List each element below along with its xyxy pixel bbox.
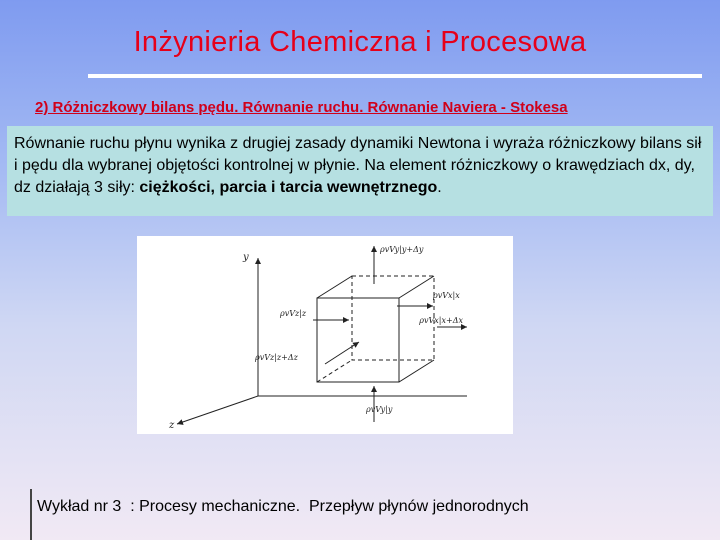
axis-z-label: z [169,420,175,431]
slide-subtitle: 2) Różniczkowy bilans pędu. Równanie ruchu. Równanie Naviera - Stokesa [35,99,568,116]
cube-front-face [317,298,399,382]
label-left-bottom: ρvVz|z+Δz [255,353,298,362]
axis-y-label: y [243,252,249,263]
slide-title: Inżynieria Chemiczna i Procesowa [133,26,587,58]
axis-z-line [177,396,258,424]
label-right: ρvVx|x+Δx [419,316,463,325]
title-divider [88,74,702,78]
label-left: ρvVz|z [280,309,307,318]
body-text-part-1: Równanie ruchu płynu wynika z drugiej zasady dynamiki Newtona i wyraża różniczkowy bilans sił i pędu dla wybranej objętości kontrolnej w płynie. Na element różniczkowy o krawędziach dx, dy, dz działają 3 siły: [14,135,702,196]
footer-divider [30,489,32,540]
body-text-bold: ciężkości, parcia i tarcia wewnętrznego [139,179,438,196]
label-bottom: ρvVy|y [366,405,393,414]
body-text-box [7,126,713,216]
label-top: ρvVy|y+Δy [380,245,424,254]
label-right-top: ρvVx|x [433,291,460,300]
body-text-part-2: . [437,179,442,196]
arrow-diagonal [325,342,359,364]
footer-text: Wykład nr 3 : Procesy mechaniczne. Przepływ płynów jednorodnych [37,498,529,515]
control-volume-figure [137,236,513,434]
